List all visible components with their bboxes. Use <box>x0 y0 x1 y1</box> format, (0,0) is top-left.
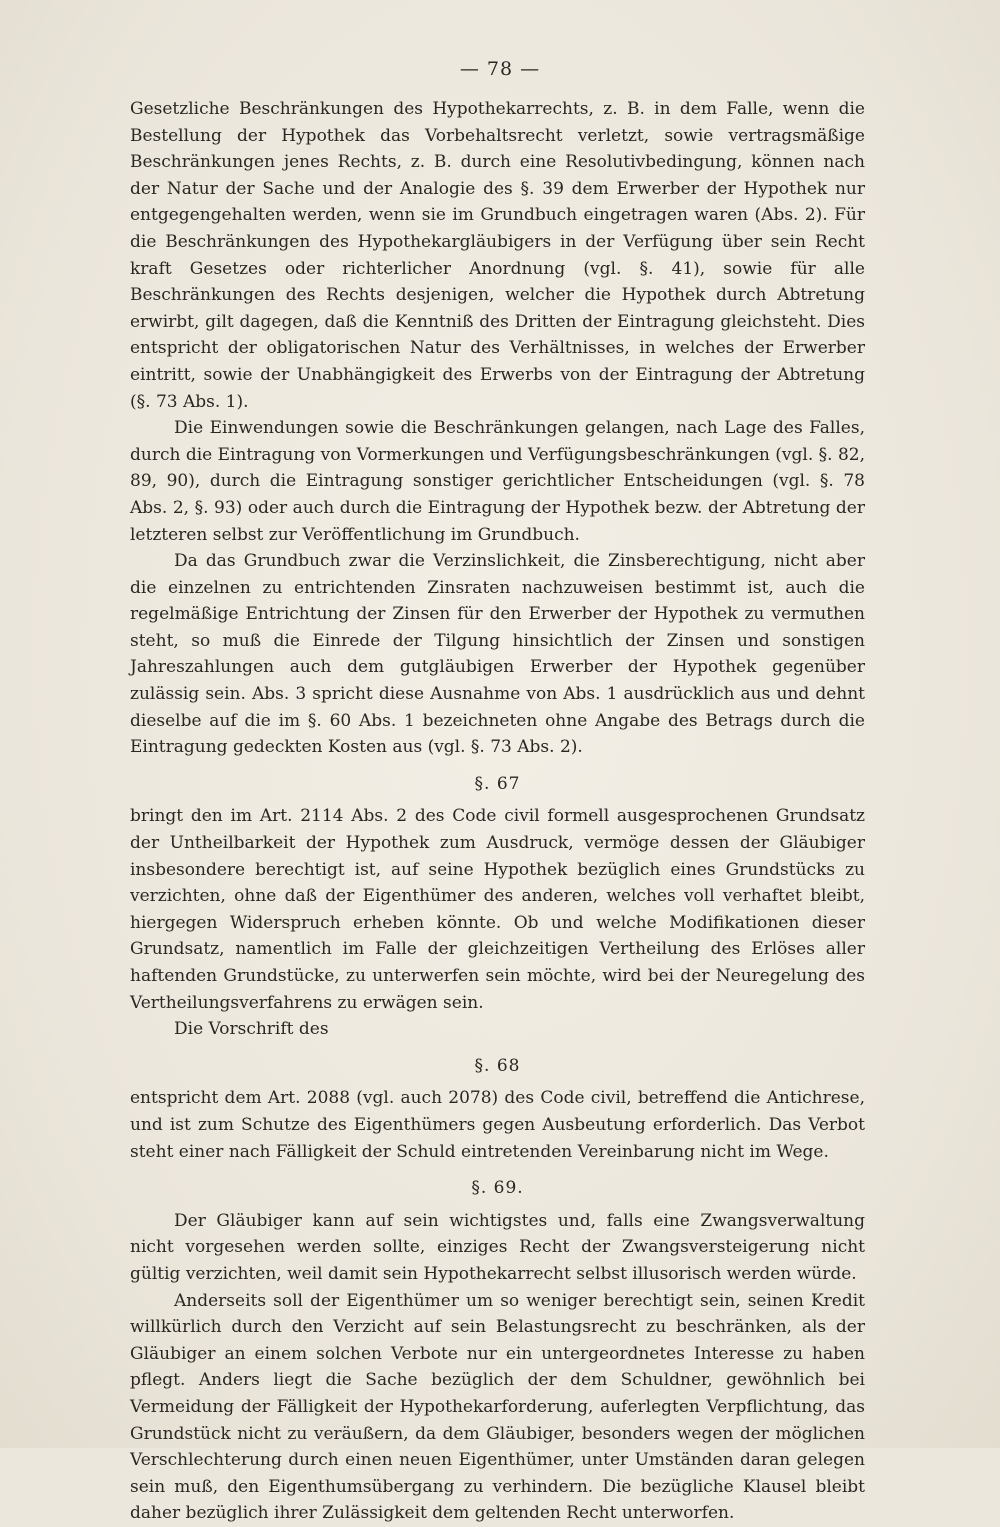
paragraph-section-69: Der Gläubiger kann auf sein wichtigstes und, falls eine Zwangsverwaltung nicht vorgesehen werden sollte, einziges Recht der Zwangsversteigerung nicht gültig verzichten, weil damit sein Hypothekarrecht selbst illusorisch werden würde. <box>130 1210 865 1284</box>
paragraph-credit: Anderseits soll der Eigenthümer um so weniger berechtigt sein, seinen Kredit willkürlich durch den Verzicht auf sein Belastungsrecht zu beschränken, als der Gläubiger an einem solchen Verbote nur ein untergeordnetes Interesse zu haben pflegt. Anders liegt die Sache bezüglich der dem Schuldner, gewöhnlich bei Vermeidung der Fälligkeit der Hypothekarforderung, auferlegten Verpflichtung, das Grundstück nicht zu veräußern, da dem Gläubiger, besonders wegen der möglichen Verschlechterung durch einen neuen Eigenthümer, unter Umständen daran gelegen sein muß, den Eigenthumsübergang zu verhindern. Die bezügliche Klausel bleibt daher bezüglich ihrer Zulässigkeit dem geltenden Recht unterworfen. <box>130 1290 865 1524</box>
paragraph-section-67: bringt den im Art. 2114 Abs. 2 des Code civil formell ausgesprochenen Grundsatz der Untheilbarkeit der Hypothek zum Ausdruck, vermöge dessen der Gläubiger insbesondere berechtigt ist, auf seine Hypothek bezüglich eines Grundstücks zu verzichten, ohne daß der Eigenthümer des anderen, welches voll verhaftet bleibt, hiergegen Widerspruch erheben könnte. Ob und welche Modifikationen dieser Grundsatz, namentlich im Falle der gleichzeitigen Vertheilung des Erlöses aller haftenden Grundstücke, zu unterwerfen sein möchte, wird bei der Neuregelung des Vertheilungsverfahrens zu erwägen sein. <box>130 806 865 1013</box>
paragraph-section-68: entspricht dem Art. 2088 (vgl. auch 2078) des Code civil, betreffend die Antichrese, und ist zum Schutze des Eigenthümers gegen Ausbeutung erforderlich. Das Verbot steht einer nach Fälligkeit der Schuld eintretenden Vereinbarung nicht im Wege. <box>130 1088 865 1162</box>
body-text <box>130 96 865 1527</box>
page-number: — 78 — <box>459 58 541 80</box>
section-heading-67: §. 67 <box>474 773 521 794</box>
paragraph-provision-intro: Die Vorschrift des <box>174 1019 329 1040</box>
paragraph-objections: Die Einwendungen sowie die Beschränkungen gelangen, nach Lage des Falles, durch die Eintragung von Vormerkungen und Verfügungsbeschränkungen (vgl. §. 82, 89, 90), durch die Eintragung sonstiger gerichtlicher Entscheidungen (vgl. §. 78 Abs. 2, §. 93) oder auch durch die Eintragung der Hypothek bezw. der Abtretung der letzteren selbst zur Veröffentlichung im Grundbuch. <box>130 418 865 545</box>
section-heading-69: §. 69. <box>471 1178 524 1199</box>
paragraph-restrictions: Gesetzliche Beschränkungen des Hypothekarrechts, z. B. in dem Falle, wenn die Bestellung der Hypothek das Vorbehaltsrecht verletzt, sowie vertragsmäßige Beschränkungen jenes Rechts, z. B. durch eine Resolutivbedingung, können nach der Natur der Sache und der Analogie des §. 39 dem Erwerber der Hypothek nur entgegengehalten werden, wenn sie im Grundbuch eingetragen waren (Abs. 2). Für die Beschränkungen des Hypothekargläubigers in der Verfügung über sein Recht kraft Gesetzes oder richterlicher Anordnung (vgl. §. 41), sowie für alle Beschränkungen des Rechts desjenigen, welcher die Hypothek durch Abtretung erwirbt, gilt dagegen, daß die Kenntniß des Dritten der Eintragung gleichsteht. Dies entspricht der obligatorischen Natur des Verhältnisses, in welches der Erwerber eintritt, sowie der Unabhängigkeit des Erwerbs von der Eintragung der Abtretung (§. 73 Abs. 1). <box>130 99 865 412</box>
paragraph-interest: Da das Grundbuch zwar die Verzinslichkeit, die Zinsberechtigung, nicht aber die einzelnen zu entrichtenden Zinsraten nachzuweisen bestimmt ist, auch die regelmäßige Entrichtung der Zinsen für den Erwerber der Hypothek zu vermuthen steht, so muß die Einrede der Tilgung hinsichtlich der Zinsen und sonstigen Jahreszahlungen auch dem gutgläubigen Erwerber der Hypothek gegenüber zulässig sein. Abs. 3 spricht diese Ausnahme von Abs. 1 ausdrücklich aus und dehnt dieselbe auf die im §. 60 Abs. 1 bezeichneten ohne Angabe des Betrags durch die Eintragung gedeckten Kosten aus (vgl. §. 73 Abs. 2). <box>130 551 865 758</box>
section-heading-68: §. 68 <box>474 1055 521 1076</box>
